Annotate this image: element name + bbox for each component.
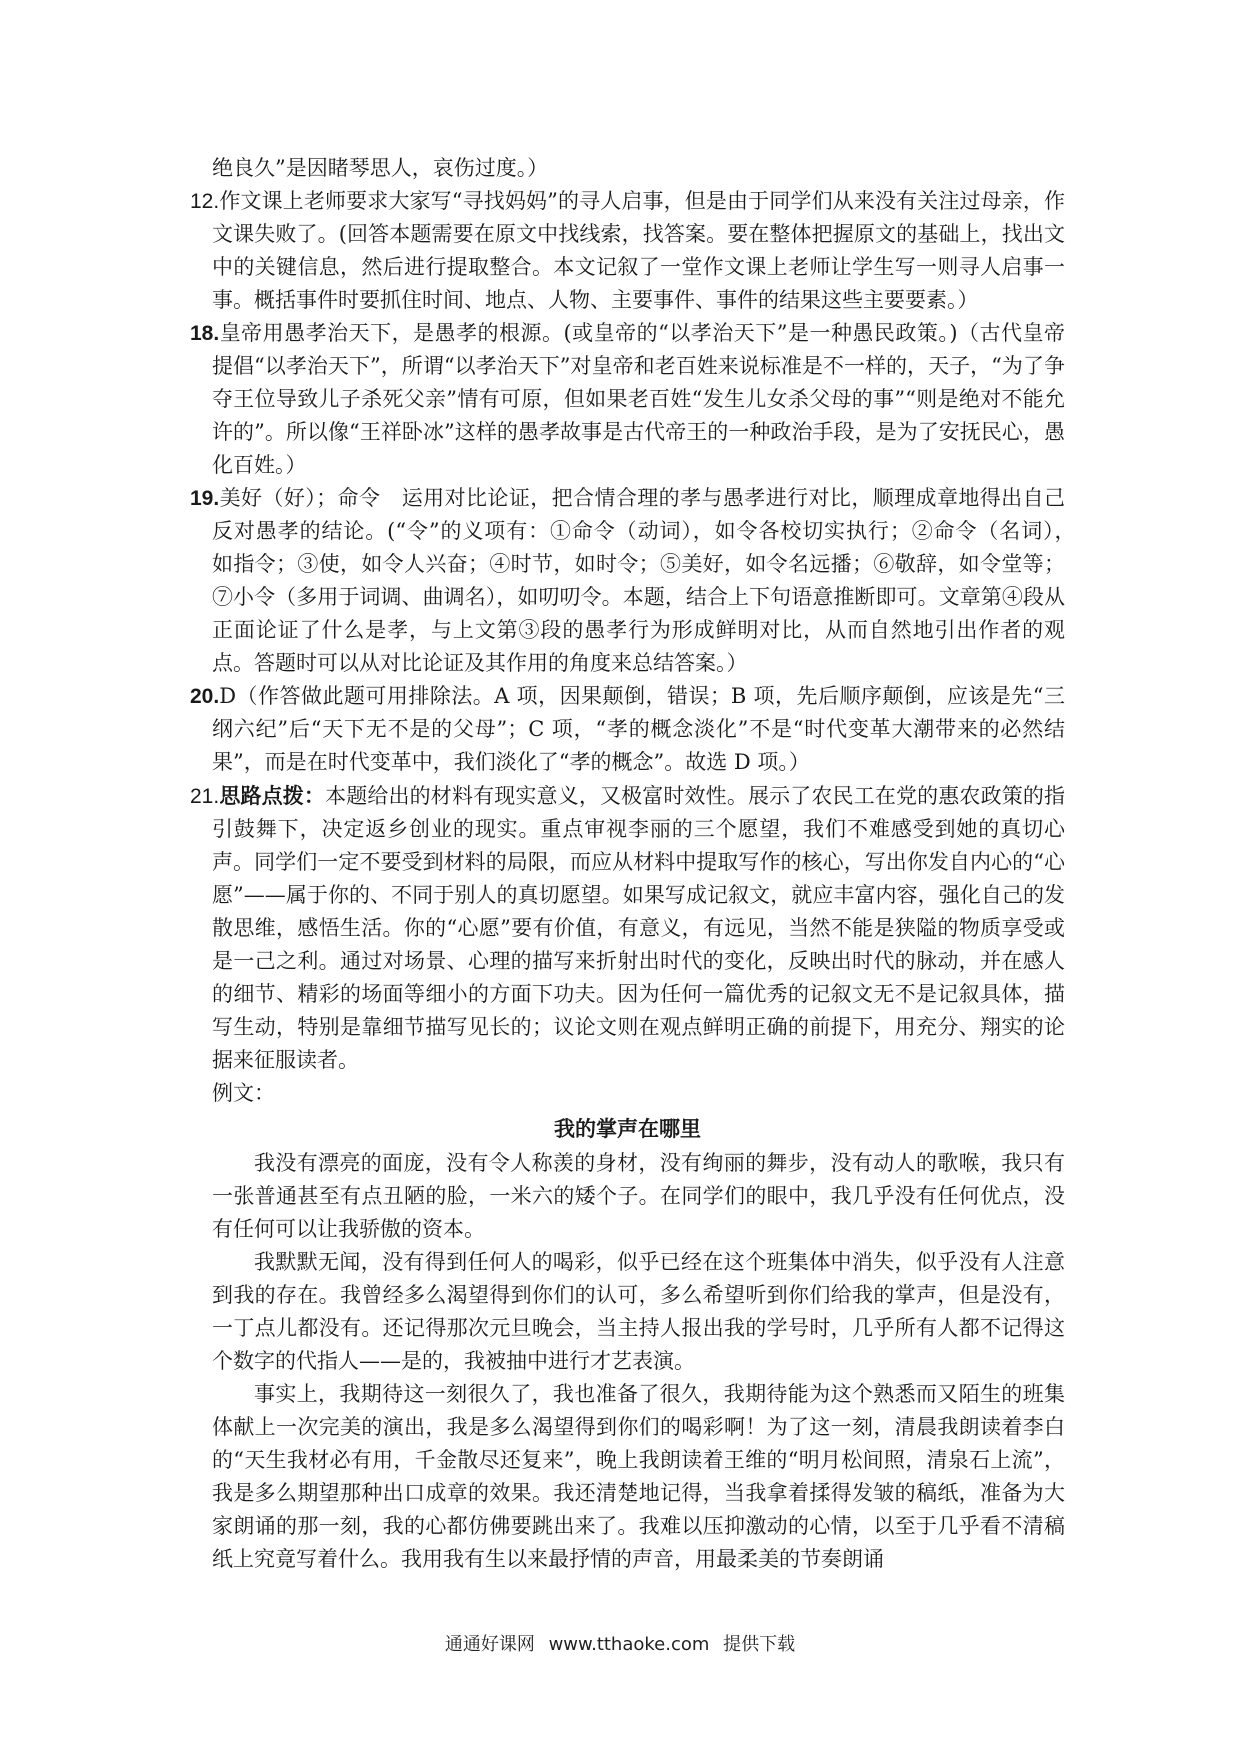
answer-item-21 — [190, 779, 1065, 1077]
footer-suffix: 提供下载 — [723, 1634, 796, 1655]
footer-url[interactable]: www.tthaoke.com — [548, 1634, 710, 1655]
item-number: 20. — [190, 685, 220, 708]
answer-item-20 — [190, 680, 1065, 779]
item-number: 18. — [190, 322, 220, 345]
essay-paragraph: 我没有漂亮的面庞，没有令人称羡的身材，没有绚丽的舞步，没有动人的歌喉，我只有一张普通甚至有点丑陋的脸，一米六的矮个子。在同学们的眼中，我几乎没有任何优点，没有任何可以让我骄傲的资本。 — [212, 1151, 1065, 1241]
item-text: 皇帝用愚孝治天下，是愚孝的根源。(或皇帝的“以孝治天下”是一种愚民政策。)（古代皇帝提倡“以孝治天下”，所谓“以孝治天下”对皇帝和老百姓来说标准是不一样的，天子，“为了争夺王位导致儿子杀死父亲”情有可原，但如果老百姓“发生儿女杀父母的事”“则是绝对不能允许的”。所以像“王祥卧冰”这样的愚孝故事是古代帝王的一种政治手段，是为了安抚民心，愚化百姓。） — [212, 321, 1065, 477]
answer-item-18 — [190, 317, 1065, 482]
item-text: 美好（好）；命令 运用对比论证，把合情合理的孝与愚孝进行对比，顺理成章地得出自己反对愚孝的结论。(“令”的义项有：①命令（动词），如令各校切实执行；②命令（名词）， 如指令；③使，如令人兴奋；④时节，如时令；⑤美好，如令名远播；⑥敬辞，如令堂等；⑦小令（多用于词调、曲调名），如叨叨令。本题，结合上下句语意推断即可。文章第④段从正面论证了什么是孝，与上文第③段的愚孝行为形成鲜明对比，从而自然地引出作者的观点。答题时可以从对比论证及其作用的角度来总结答案。） — [212, 486, 1086, 675]
item-text: D（作答做此题可用排除法。A 项，因果颠倒，错误；B 项，先后顺序颠倒，应该是先“三纲六纪”后“天下无不是的父母”；C 项，“孝的概念淡化”不是“时代变革大潮带来的必然结果”，而是在时代变革中，我们淡化了“孝的概念”。故选 D 项。） — [212, 684, 1065, 774]
continuation-text: 绝良久”是因睹琴思人，哀伤过度。） — [212, 156, 549, 180]
hint-label: 思路点拨： — [219, 783, 326, 808]
answer-item-19 — [190, 482, 1086, 680]
essay-paragraph: 事实上，我期待这一刻很久了，我也准备了很久，我期待能为这个熟悉而又陌生的班集体献上一次完美的演出，我是多么渴望得到你们的喝彩啊！为了这一刻，清晨我朗读着李白的“天生我材必有用，千金散尽还复来”，晚上我朗读着王维的“明月松间照，清泉石上流”，我是多么期望那种出口成章的效果。我还清楚地记得，当我拿着揉得发皱的稿纸，准备为大家朗诵的那一刻，我的心都仿佛要跳出来了。我难以压抑激动的心情，以至于几乎看不清稿纸上究竟写着什么。我用我有生以来最抒情的声音，用最柔美的节奏朗诵 — [212, 1382, 1065, 1571]
item-number: 12. — [190, 190, 220, 213]
answer-content — [190, 152, 1086, 1576]
page-footer — [0, 1630, 1240, 1656]
example-label: 例文： — [212, 1081, 275, 1105]
item-number: 19. — [190, 487, 220, 510]
item-text: 作文课上老师要求大家写“寻找妈妈”的寻人启事，但是由于同学们从来没有关注过母亲，作文课失败了。(回答本题需要在原文中找线索，找答案。要在整体把握原文的基础上，找出文中的关键信息，然后进行提取整合。本文记叙了一堂作文课上老师让学生写一则寻人启事一事。概括事件时要抓住时间、地点、人物、主要事件、事件的结果这些主要要素。） — [212, 189, 1065, 312]
answer-item-12 — [190, 185, 1065, 317]
essay-title: 我的掌声在哪里 — [554, 1116, 701, 1141]
footer-site-name: 通通好课网 — [444, 1634, 535, 1655]
essay-paragraph: 我默默无闻，没有得到任何人的喝彩，似乎已经在这个班集体中消失，似乎没有人注意到我的存在。我曾经多么渴望得到你们的认可，多么希望听到你们给我的掌声，但是没有，一丁点儿都没有。还记得那次元旦晚会，当主持人报出我的学号时，几乎所有人都不记得这个数字的代指人——是的，我被抽中进行才艺表演。 — [212, 1250, 1065, 1373]
item-text: 本题给出的材料有现实意义，又极富时效性。展示了农民工在党的惠农政策的指引鼓舞下，决定返乡创业的现实。重点审视李丽的三个愿望，我们不难感受到她的真切心声。同学们一定不要受到材料的局限，而应从材料中提取写作的核心，写出你发自内心的“心愿”——属于你的、不同于别人的真切愿望。如果写成记叙文，就应丰富内容，强化自己的发散思维，感悟生活。你的“心愿”要有价值，有意义，有远见，当然不能是狭隘的物质享受或是一己之利。通过对场景、心理的描写来折射出时代的变化，反映出时代的脉动，并在感人的细节、精彩的场面等细小的方面下功夫。因为任何一篇优秀的记叙文无不是记叙具体，描写生动，特别是靠细节描写见长的；议论文则在观点鲜明正确的前提下，用充分、翔实的论据来征服读者。 — [212, 784, 1066, 1072]
item-number: 21. — [190, 785, 220, 808]
